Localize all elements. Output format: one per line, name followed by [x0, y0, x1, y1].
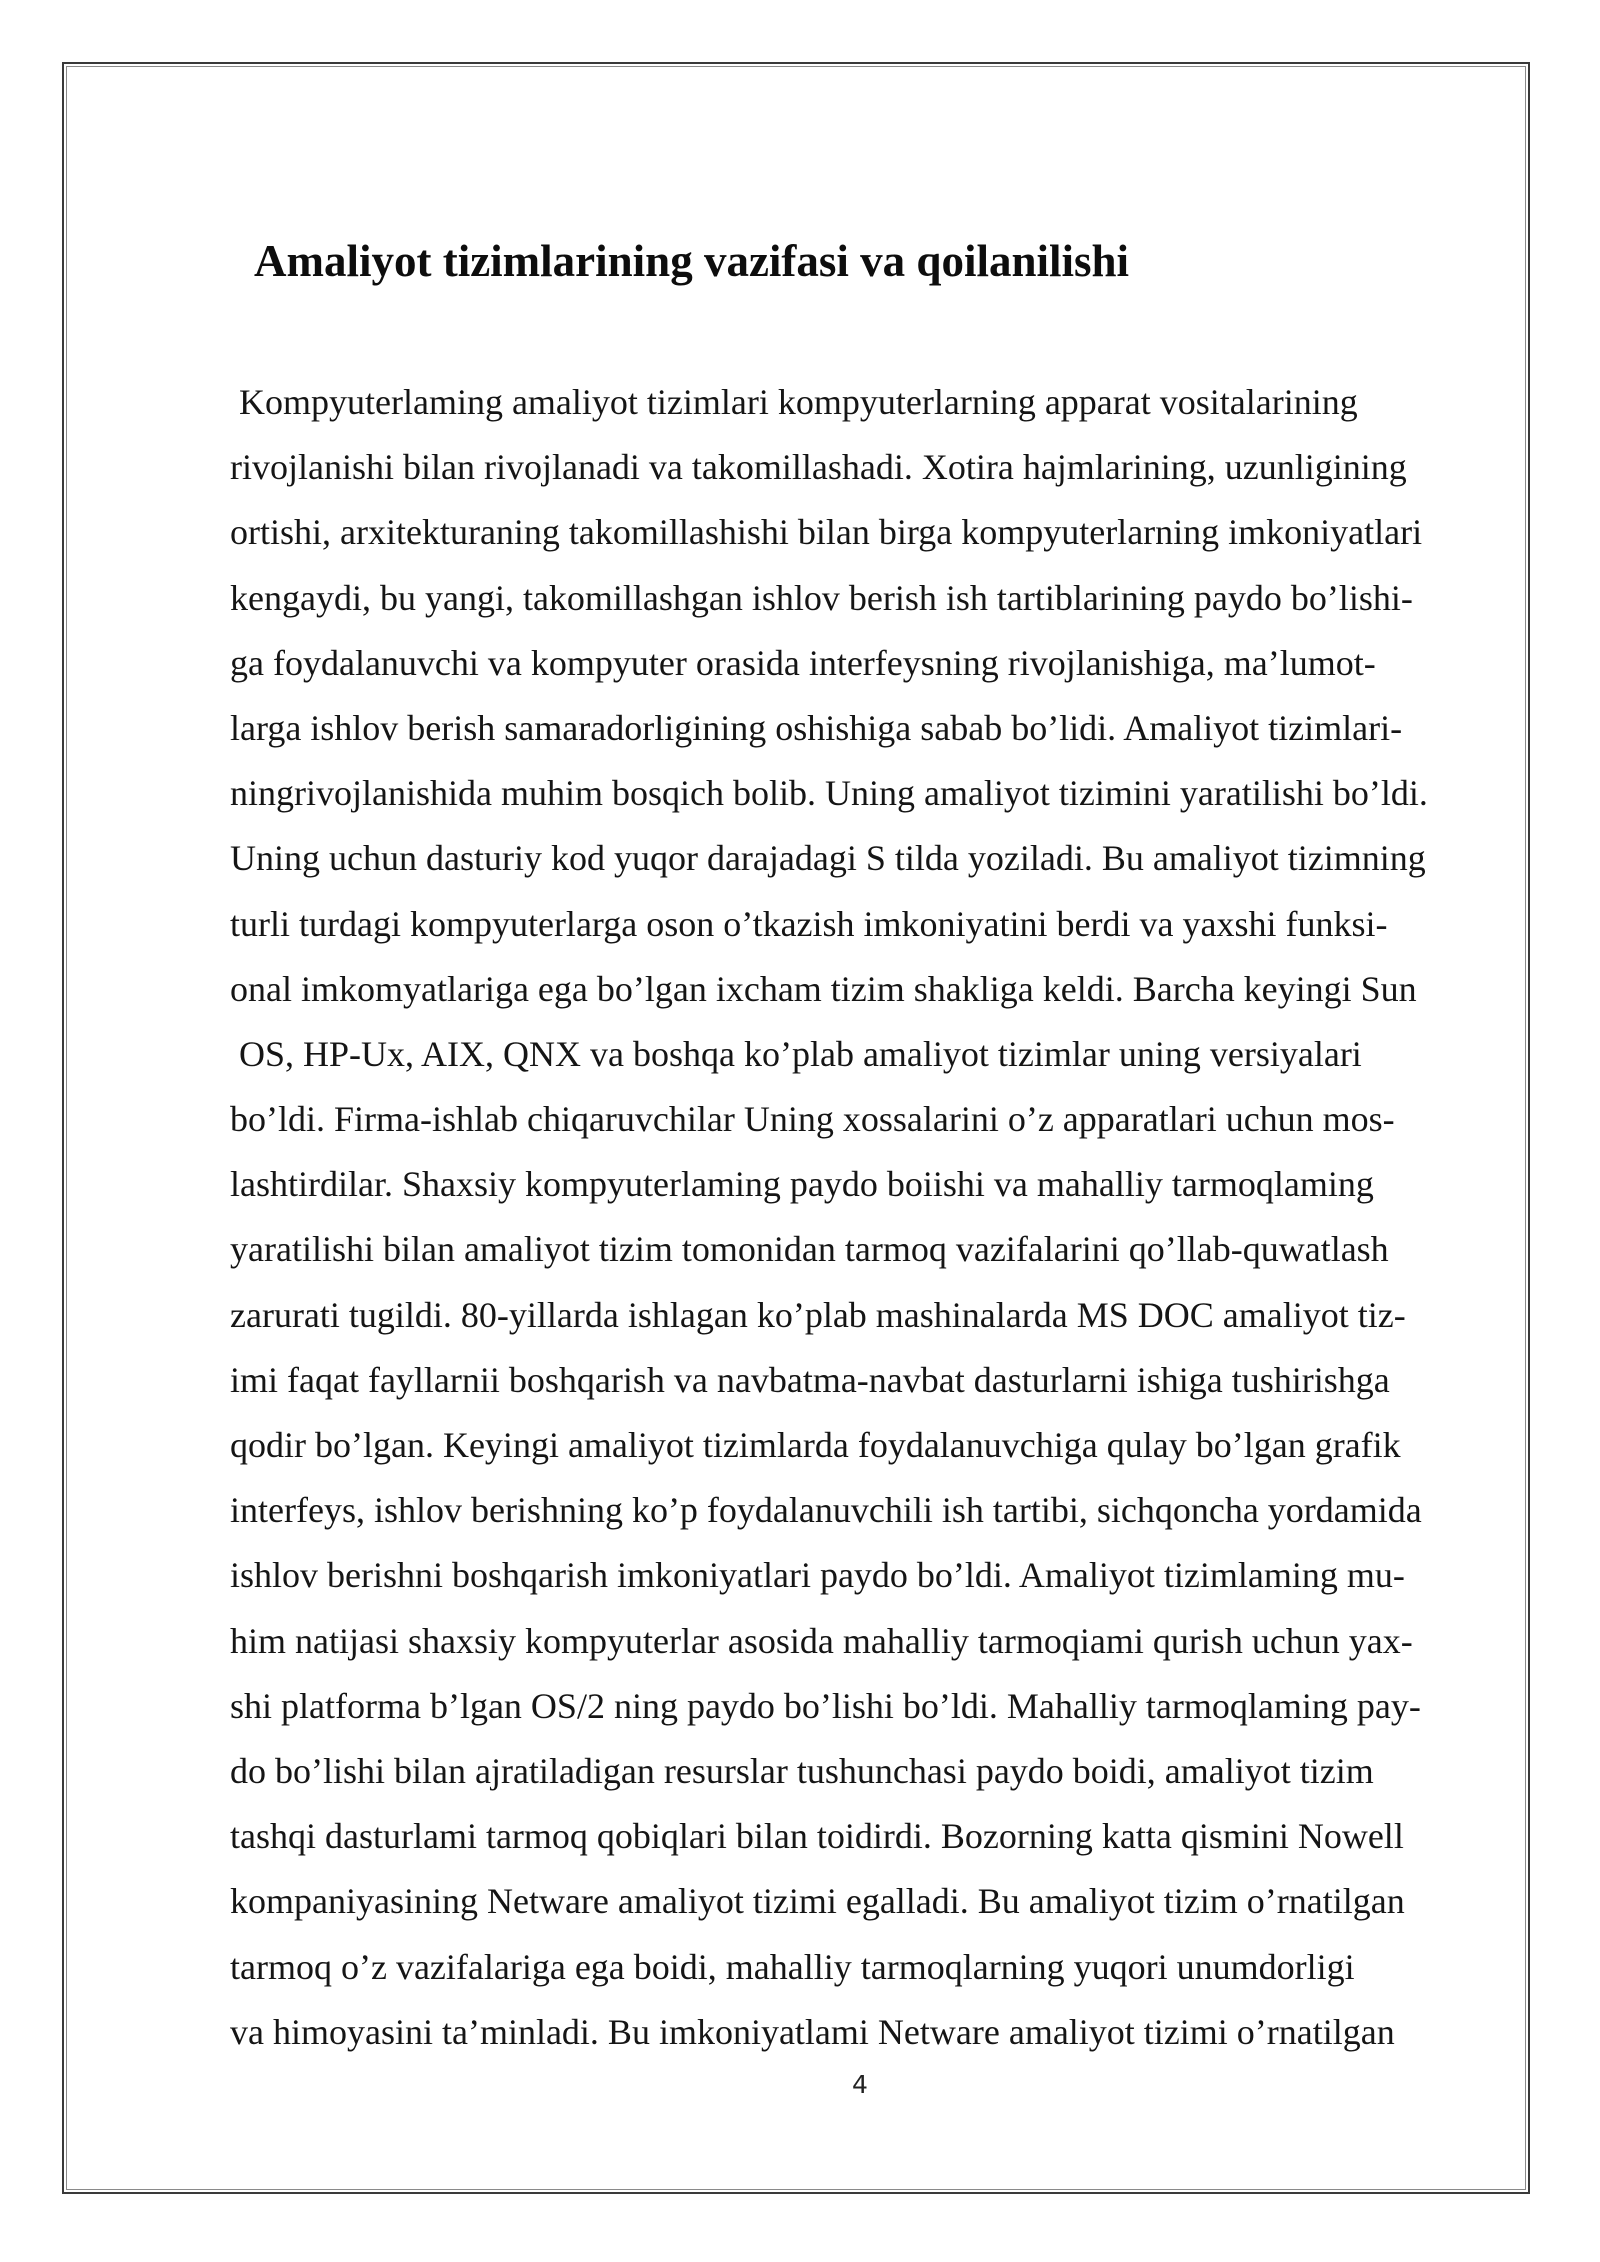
text-line: OS, HP-Ux, AIX, QNX va boshqa ko’plab amaliyot tizimlar uning versiyalari — [230, 1033, 1362, 1074]
text-line: do bo’lishi bilan ajratiladigan resurslar tushunchasi paydo boidi, amaliyot tizim — [230, 1750, 1374, 1791]
text-line: va himoyasini ta’minladi. Bu imkoniyatlami Netware amaliyot tizimi o’rnatilgan — [230, 2011, 1395, 2052]
text-line: kengaydi, bu yangi, takomillashgan ishlov berish ish tartiblarining paydo bo’lishi- — [230, 577, 1413, 618]
text-line: onal imkomyatlariga ega bo’lgan ixcham tizim shakliga keldi. Barcha keyingi Sun — [230, 968, 1417, 1009]
text-line: shi platforma b’lgan OS/2 ning paydo bo’lishi bo’ldi. Mahalliy tarmoqlaming pay- — [230, 1685, 1421, 1726]
text-line: tarmoq o’z vazifalariga ega boidi, mahalliy tarmoqlarning yuqori unumdorligi — [230, 1946, 1355, 1987]
text-line: Uning uchun dasturiy kod yuqor darajadagi S tilda yoziladi. Bu amaliyot tizimning — [230, 838, 1426, 879]
text-line: ishlov berishni boshqarish imkoniyatlari paydo bo’ldi. Amaliyot tizimlaming mu- — [230, 1555, 1405, 1596]
text-line: ortishi, arxitekturaning takomillashishi bilan birga kompyuterlarning imkoniyatlari — [230, 512, 1423, 553]
text-line: tashqi dasturlami tarmoq qobiqlari bilan toidirdi. Bozorning katta qismini Nowell — [230, 1816, 1404, 1857]
text-line: bo’ldi. Firma-ishlab chiqaruvchilar Uning xossalarini o’z apparatlari uchun mos- — [230, 1099, 1395, 1140]
text-line: interfeys, ishlov berishning ko’p foydalanuvchili ish tartibi, sichqoncha yordamida — [230, 1490, 1422, 1531]
text-line: kompaniyasining Netware amaliyot tizimi egalladi. Bu amaliyot tizim o’rnatilgan — [230, 1881, 1405, 1922]
text-line: ningrivojlanishida muhim bosqich bolib. Uning amaliyot tizimini yaratilishi bo’ldi. — [230, 773, 1428, 814]
body-paragraph — [230, 370, 1530, 2065]
text-line: turli turdagi kompyuterlarga oson o’tkazish imkoniyatini berdi va yaxshi funksi- — [230, 903, 1388, 944]
text-line: Kompyuterlaming amaliyot tizimlari kompyuterlarning apparat vositalarining — [230, 382, 1358, 422]
text-line: qodir bo’lgan. Keyingi amaliyot tizimlarda foydalanuvchiga qulay bo’lgan grafik — [230, 1425, 1401, 1465]
text-line: yaratilishi bilan amaliyot tizim tomonidan tarmoq vazifalarini qo’llab-quwatlash — [230, 1229, 1389, 1270]
text-line: lashtirdilar. Shaxsiy kompyuterlaming paydo boiishi va mahalliy tarmoqlaming — [230, 1164, 1374, 1205]
text-line: him natijasi shaxsiy kompyuterlar asosida mahalliy tarmoqiami qurish uchun yax- — [230, 1620, 1413, 1661]
text-line: zarurati tugildi. 80-yillarda ishlagan ko’plab mashinalarda MS DOC amaliyot tiz- — [230, 1294, 1406, 1335]
page-number: 4 — [852, 2070, 868, 2099]
text-line: imi faqat fayllarnii boshqarish va navbatma-navbat dasturlarni ishiga tushirishga — [230, 1359, 1390, 1400]
text-line: larga ishlov berish samaradorligining oshishiga sabab bo’lidi. Amaliyot tizimlari- — [230, 707, 1403, 748]
text-line: ga foydalanuvchi va kompyuter orasida interfeysning rivojlanishiga, ma’lumot- — [230, 642, 1376, 683]
text-line: rivojlanishi bilan rivojlanadi va takomillashadi. Xotira hajmlarining, uzunligining — [230, 447, 1407, 488]
page-title: Amaliyot tizimlarining vazifasi va qoilanilishi — [254, 236, 1130, 286]
